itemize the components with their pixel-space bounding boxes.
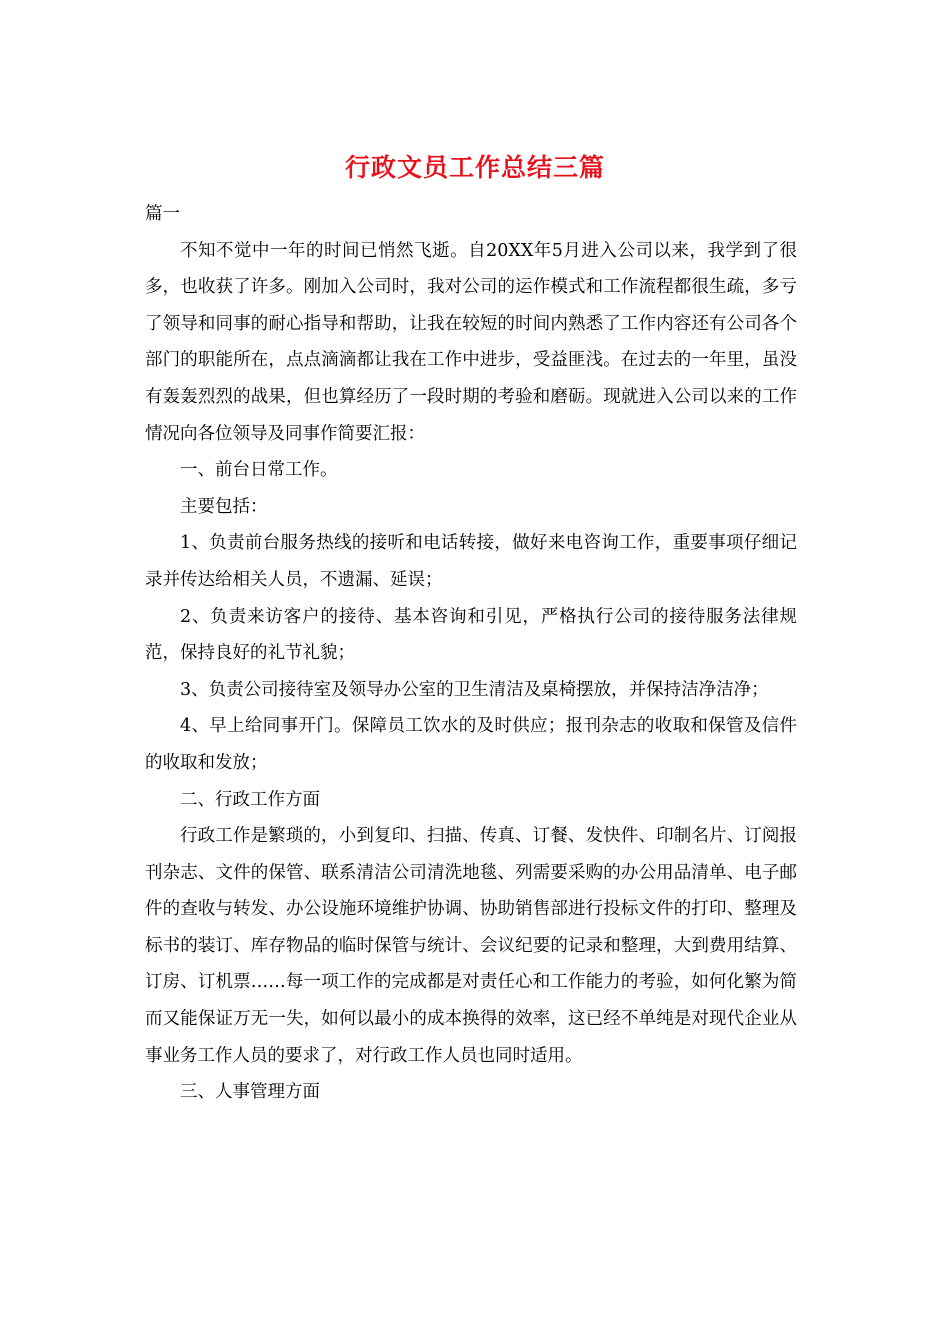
section-label: 篇一 [145, 204, 180, 224]
heading-front-desk: 一、前台日常工作。 [180, 460, 338, 481]
paragraph-intro: 不知不觉中一年的时间已悄然飞逝。自20XX年5月进入公司以来，我学到了很多，也收获了许多。刚加入公司时，我对公司的运作模式和工作流程都很生疏，多亏了领导和同事的耐心指导和帮助，让我在较短的时间内熟悉了工作内容还有公司各个部门的职能所在，点点滴滴都让我在工作中进步，受益匪浅。在过去的一年里，虽没有轰轰烈烈的战果，但也算经历了一段时期的考验和磨砺。现就进入公司以来的工作情况向各位领导及同事作简要汇报： [145, 240, 797, 444]
list-item-2: 2、负责来访客户的接待、基本咨询和引见，严格执行公司的接待服务法律规范，保持良好的礼节礼貌； [145, 606, 797, 664]
list-item-1: 1、负责前台服务热线的接听和电话转接，做好来电咨询工作，重要事项仔细记录并传达给相关人员，不遗漏、延误； [145, 533, 797, 590]
list-item-3: 3、负责公司接待室及领导办公室的卫生清洁及桌椅摆放，并保持洁净洁净； [180, 679, 769, 700]
paragraph-admin-work: 行政工作是繁琐的，小到复印、扫描、传真、订餐、发快件、印制名片、订阅报刊杂志、文件的保管、联系清洁公司清洗地毯、列需要采购的办公用品清单、电子邮件的查收与转发、办公设施环境维护协调、协助销售部进行投标文件的打印、整理及标书的装订、库存物品的临时保管与统计、会议纪要的记录和整理，大到费用结算、订房、订机票……每一项工作的完成都是对责任心和工作能力的考验，如何化繁为简而又能保证万无一失，如何以最小的成本换得的效率，这已经不单纯是对现代企业从事业务工作人员的要求了，对行政工作人员也同时适用。 [145, 826, 797, 1066]
list-item-4: 4、早上给同事开门。保障员工饮水的及时供应；报刊杂志的收取和保管及信件的收取和发放； [145, 716, 797, 773]
paragraph-main-duties: 主要包括： [180, 496, 268, 517]
heading-admin-work: 二、行政工作方面 [180, 789, 320, 810]
document-title: 行政文员工作总结三篇 [344, 153, 605, 182]
heading-personnel: 三、人事管理方面 [180, 1082, 320, 1103]
document-body [145, 196, 797, 1111]
